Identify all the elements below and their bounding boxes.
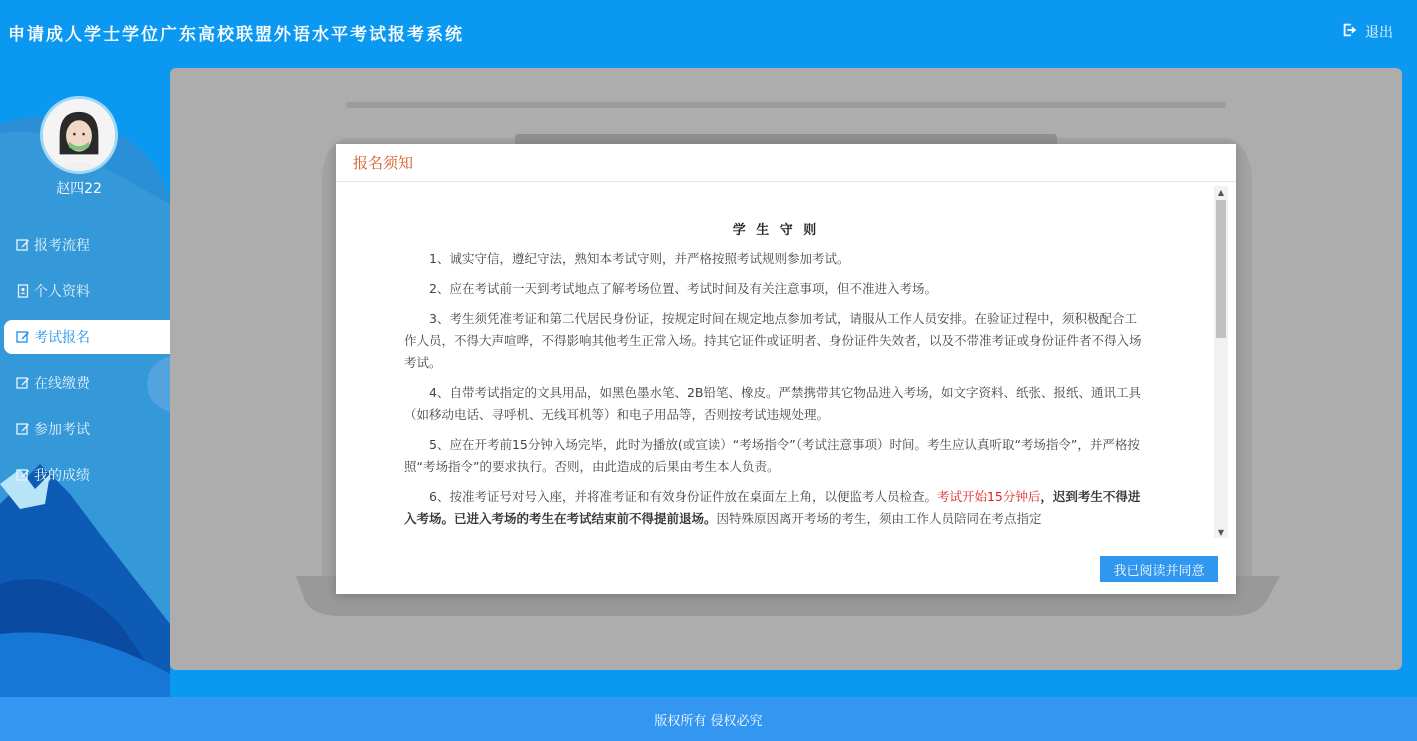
sidebar-item-exam-registration[interactable] [4,320,170,354]
sidebar-item-my-scores[interactable] [4,458,170,492]
modal-title: 报名须知 [353,154,414,172]
rule-paragraph: 1、诚实守信，遵纪守法，熟知本考试守则，并严格按照考试规则参加考试。 [429,251,850,266]
sidebar-item-take-exam[interactable] [4,412,170,446]
rule-paragraph: 4、自带考试指定的文具用品，如黑色墨水笔、2B铅笔、橡皮。严禁携带其它物品进入考场，如文字资料、纸张、报纸、通讯工具（如移动电话、寻呼机、无线耳机等）和电子用品等，否则按考试违规处理。 [404,385,1141,422]
sidebar-item-label: 报考流程 [34,238,90,254]
sidebar [0,64,170,697]
agree-button[interactable]: 我已阅读并同意 [1100,556,1218,582]
modal-body [336,182,1236,542]
edit-icon [16,422,30,436]
rule-paragraph: 2、应在考试前一天到考试地点了解考场位置、考试时间及有关注意事项，但不准进入考场。 [429,281,937,296]
sidebar-item-label: 我的成绩 [34,468,90,484]
edit-icon [16,468,30,482]
app-title: 申请成人学士学位广东高校联盟外语水平考试报考系统 [8,25,464,45]
rule-paragraph: 3、考生须凭准考证和第二代居民身份证，按规定时间在规定地点参加考试，请服从工作人员安排。在验证过程中，须积极配合工作人员，不得大声喧哗，不得影响其他考生正常入场。持其它证件或证明者、身份证件失效者，以及不带准考证或身份证件者不得入场考试。 [404,311,1142,370]
avatar [40,96,118,174]
rule-paragraph [404,486,1148,530]
sidebar-item-label: 参加考试 [34,422,90,438]
scroll-up-arrow-icon[interactable]: ▲ [1217,187,1225,197]
registration-notice-modal [336,144,1236,594]
rule-paragraph: 5、应在开考前15分钟入场完毕，此时为播放(或宣读）“考场指令”（考试注意事项）时间。考生应认真听取“考场指令”，并严格按照“考场指令”的要求执行。否则，由此造成的后果由考生本人负责。 [404,437,1140,474]
footer [0,697,1417,741]
sidebar-item-label: 考试报名 [34,330,90,346]
edit-icon [16,238,30,252]
sidebar-item-label: 在线缴费 [34,376,90,392]
logout-icon [1341,21,1359,43]
sidebar-item-online-payment[interactable] [4,366,170,400]
sidebar-item-label: 个人资料 [34,284,90,300]
sidebar-item-registration-process[interactable] [4,228,170,262]
top-header [0,0,1417,64]
edit-icon [16,330,30,344]
scroll-thumb[interactable] [1216,200,1226,338]
modal-scrollbar[interactable] [1214,186,1228,538]
username: 赵四22 [56,181,102,197]
id-card-icon [16,284,30,298]
sidebar-item-personal-info[interactable] [4,274,170,308]
logout-label: 退出 [1365,25,1393,41]
late-entry-rule-text: 迟到考生不得进入考场。已进入考场的考生在考试结束前不得提前退场。 [404,489,1141,526]
sidebar-nav [4,228,170,504]
rule-text: 6、按准考证号对号入座，并将准考证和有效身份证件放在桌面左上角，以便监考人员检查。 [429,489,937,504]
modal-header [336,144,1236,182]
copyright-text: 版权所有 侵权必究 [654,713,763,729]
late-warning-text: 考试开始15分钟后 [936,489,1041,504]
edit-icon [16,376,30,390]
student-rules-document [404,220,1148,538]
rule-text: 因特殊原因离开考场的考生，须由工作人员陪同在考点指定 [716,511,1042,526]
scroll-down-arrow-icon[interactable]: ▼ [1217,527,1225,537]
rule-separator: ， [1040,489,1053,504]
document-title: 学 生 守 则 [732,223,820,238]
logout-button[interactable] [1341,21,1393,43]
